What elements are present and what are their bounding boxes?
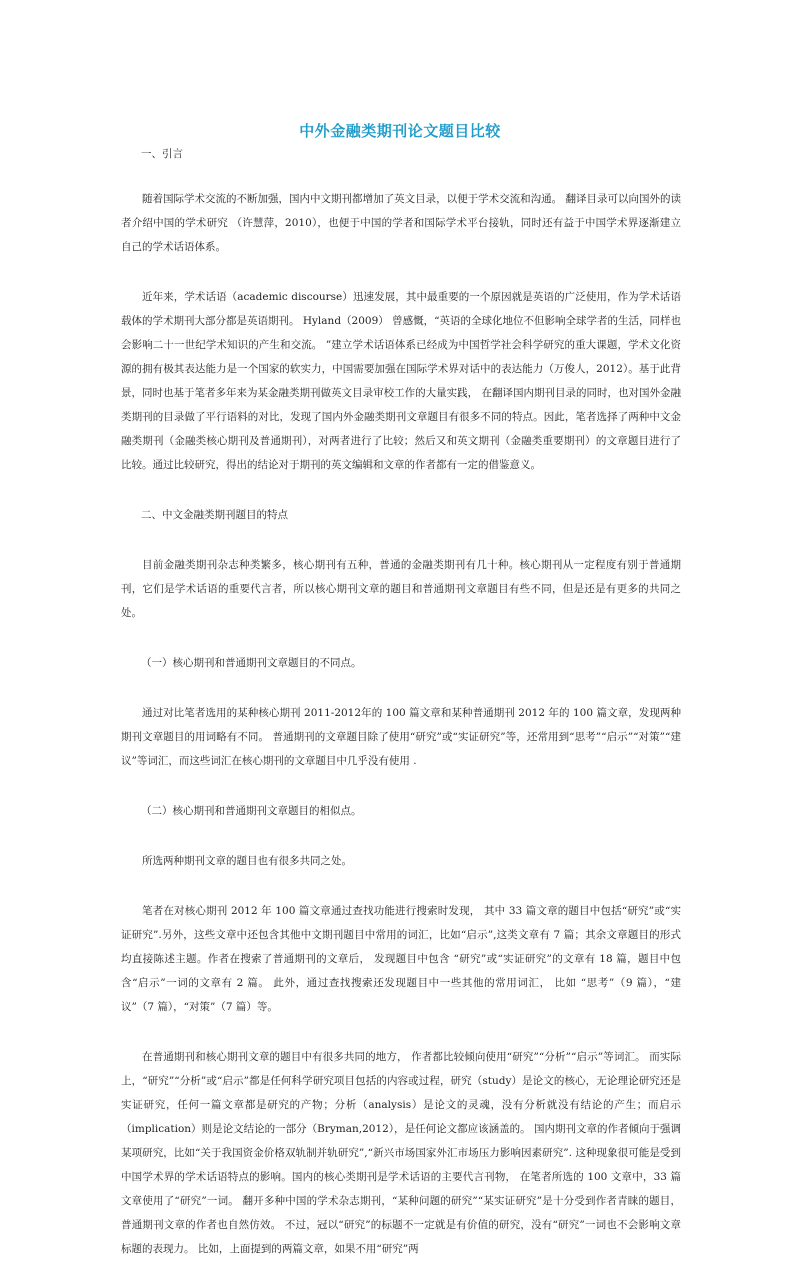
document-title: 中外金融类期刊论文题目比较 [299, 122, 501, 140]
spacer [121, 675, 681, 701]
subsection-heading-similarities: （二）核心期刊和普通期刊文章题目的相似点。 [141, 805, 362, 817]
paragraph-2: 近年来，学术话语（academic discourse）迅速发展，其中最重要的一个原因就是英语的广泛使用，作为学术话语载体的学术期刊大部分都是英语期刊。 Hyland（2009） 曾感慨，“英语的全球化地位不但影响全球学者的生活，同样也会影响二十一世纪学术知识的产生和交流。 ”建立学术话语体系已经成为中国哲学社会科学研究的重大课题，学术文化资源的拥有极其表达能力是一个国家的软实力，中国需要加强在国际学术界对话中的表达能力（万俊人，2012）。基于此背景，同时也基于笔者多年来为某金融类期刊做英文目录审校工作的大量实践， 在翻译国内期刊目录的同时，也对国外金融类期刊的目录做了平行语料的对比，发现了国内外金融类期刊文章题目有很多不同的特点。因此，笔者选择了两种中文金融类期刊（金融类核心期刊及普通期刊），对两者进行了比较；然后又和英文期刊（金融类重要期刊）的文章题目进行了比较。通过比较研究，得出的结论对于期刊的英文编辑和文章的作者都有一定的借鉴意义。 [121, 291, 681, 471]
spacer [121, 1019, 681, 1045]
spacer [121, 259, 681, 285]
spacer [121, 477, 681, 503]
spacer [121, 823, 681, 849]
document-body [121, 142, 681, 1261]
paragraph-3: 目前金融类期刊杂志种类繁多，核心期刊有五种，普通的金融类期刊有几十种。核心期刊从一定程度有别于普通期刊，它们是学术话语的重要代言者，所以核心期刊文章的题目和普通期刊文章题目有些不同，但是还是有更多的共同之处。 [121, 559, 681, 619]
paragraph-1: 随着国际学术交流的不断加强，国内中文期刊都增加了英文目录，以便于学术交流和沟通。 翻译目录可以向国外的读者介绍中国的学术研究 （许慧萍，2010），也便于中国的学者和国际学术平台接轨，同时还有益于中国学术界逐渐建立自己的学术话语体系。 [121, 193, 681, 253]
spacer [121, 166, 681, 187]
spacer [121, 625, 681, 651]
spacer [121, 873, 681, 899]
paragraph-6: 笔者在对核心期刊 2012 年 100 篇文章通过查找功能进行搜索时发现， 其中 33 篇文章的题目中包括“研究”或“实证研究”.另外，这些文章中还包含其他中文期刊题目中常用的词汇，比如“启示”,这类文章有 7 篇；其余文章题目的形式均直接陈述主题。作者在搜索了普通期刊的文章后， 发现题目中包含 “研究”或“实证研究”的文章有 18 篇，题目中包含“启示”一词的文章有 2 篇。 此外，通过查找搜索还发现题目中一些其他的常用词汇， 比如 “思考”（9 篇），“建议”（7 篇），“对策”（7 篇）等。 [121, 905, 681, 1013]
spacer [121, 527, 681, 553]
paragraph-4: 通过对比笔者选用的某种核心期刊 2011-2012年的 100 篇文章和某种普通期刊 2012 年的 100 篇文章，发现两种期刊文章题目的用词略有不同。 普通期刊的文章题目除了使用“研究”或“实证研究”等，还常用到“思考”“启示”“对策”“建议”等词汇，而这些词汇在核心期刊的文章题目中几乎没有使用 . [121, 707, 681, 767]
section-heading-chinese-journals: 二、中文金融类期刊题目的特点 [141, 509, 288, 521]
spacer [121, 773, 681, 799]
subsection-heading-differences: （一）核心期刊和普通期刊文章题目的不同点。 [141, 657, 362, 669]
section-heading-introduction: 一、引言 [141, 148, 183, 160]
paragraph-5: 所选两种期刊文章的题目也有很多共同之处。 [142, 855, 352, 867]
paragraph-7: 在普通期刊和核心期刊文章的题目中有很多共同的地方， 作者都比较倾向使用“研究”“分析”“启示”等词汇。 而实际上，“研究”“分析”或“启示”都是任何科学研究项目包括的内容或过程，研究（study）是论文的核心，无论理论研究还是实证研究，任何一篇文章都是研究的产物；分析（analysis）是论文的灵魂，没有分析就没有结论的产生；而启示（implication）则是论文结论的一部分（Bryman,2012），是任何论文都应该涵盖的。 国内期刊文章的作者倾向于强调某项研究，比如“关于我国资金价格双轨制并轨研究”,“新兴市场国家外汇市场压力影响因素研究”. 这种现象很可能是受到中国学术界的学术话语特点的影响。国内的核心类期刊是学术话语的主要代言刊物， 在笔者所选的 100 文章中，33 篇文章使用了“研究”一词。 翻开多种中国的学术杂志期刊，“某种问题的研究”“某实证研究”是十分受到作者青睐的题目，普通期刊文章的作者也自然仿效。 不过，冠以“研究”的标题不一定就是有价值的研究，没有“研究”一词也不会影响文章标题的表现力。 比如，上面提到的两篇文章，如果不用“研究”两 [121, 1051, 681, 1255]
